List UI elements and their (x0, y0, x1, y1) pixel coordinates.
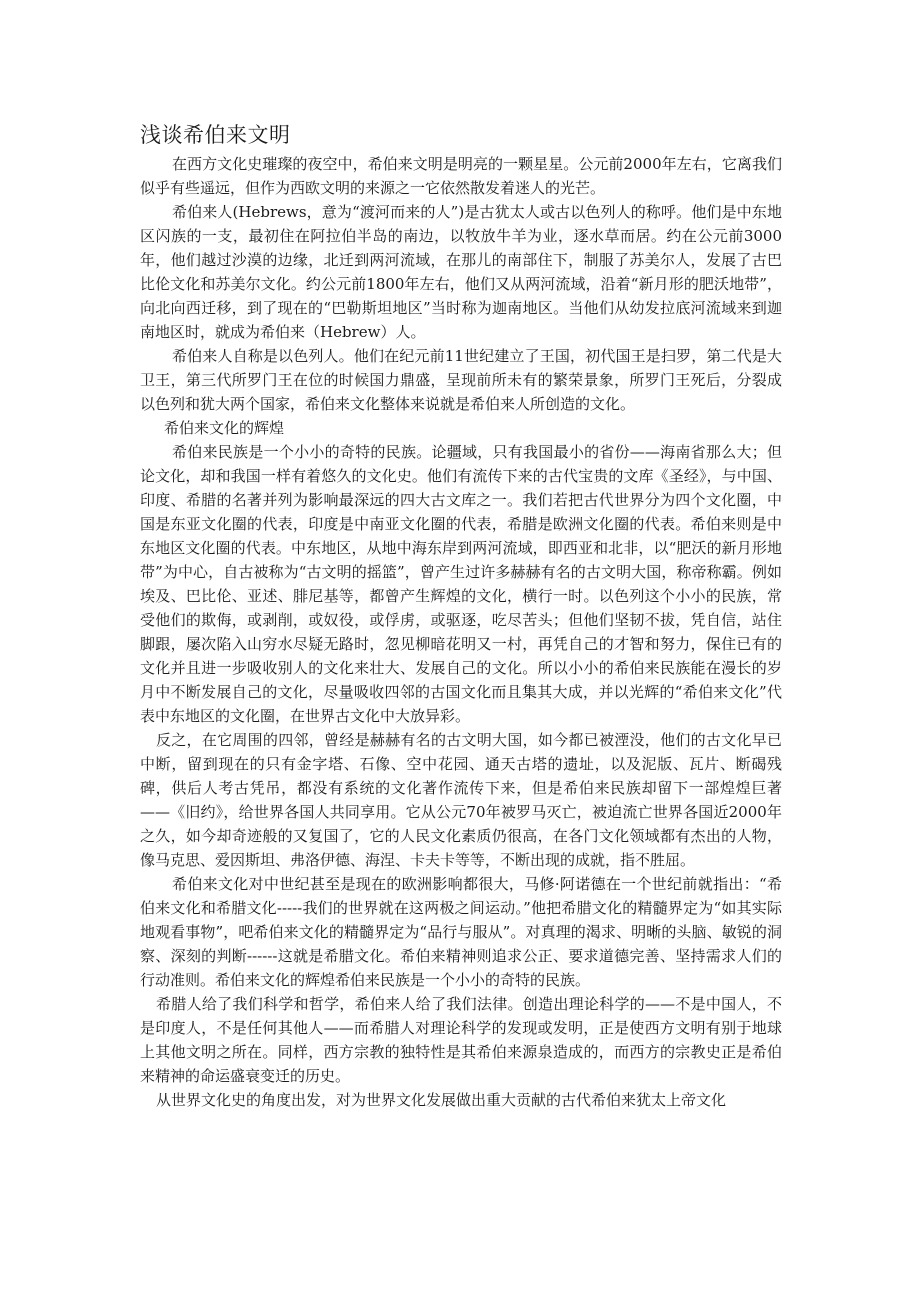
paragraph-greeks: 希腊人给了我们科学和哲学，希伯来人给了我们法律。创造出理论科学的——不是中国人，不是印度人，不是任何其他人——而希腊人对理论科学的发现或发明，正是使西方文明有别于地球上其他文明之所在。同样，西方宗教的独特性是其希伯来源泉造成的，而西方的宗教史正是希伯来精神的命运盛衰变迁的历史。 (140, 995, 782, 1085)
paragraph-influence: 希伯来文化对中世纪甚至是现在的欧洲影响都很大，马修·阿诺德在一个世纪前就指出：“希伯来文化和希腊文化-----我们的世界就在这两极之间运动。”他把希腊文化的精髓界定为“如其实际地观看事物”，吧希伯来文化的精髓界定为“品行与服从”。对真理的渴求、明晰的头脑、敏锐的洞察、深刻的判断------这就是希腊文化。希伯来精神则追求公正、要求道德完善、坚持需求人们的行动准则。希伯来文化的辉煌希伯来民族是一个小小的奇特的民族。 (140, 875, 782, 989)
paragraph-worldview: 从世界文化史的角度出发，对为世界文化发展做出重大贡献的古代希伯来犹太上帝文化 (156, 1091, 727, 1109)
paragraph-kingdom: 希伯来人自称是以色列人。他们在纪元前11世纪建立了王国，初代国王是扫罗，第二代是大卫王，第三代所罗门王在位的时候国力鼎盛，呈现前所未有的繁荣景象，所罗门王死后，分裂成以色列和犹大两个国家，希伯来文化整体来说就是希伯来人所创造的文化。 (140, 347, 782, 413)
section-heading: 希伯来文化的辉煌 (164, 419, 285, 437)
paragraph-neighbors: 反之，在它周围的四邻，曾经是赫赫有名的古文明大国，如今都已被湮没，他们的古文化早已中断，留到现在的只有金字塔、石像、空中花园、通天古塔的遗址，以及泥版、瓦片、断碣残碑，供后人考古凭吊，都没有系统的文化著作流传下来，但是希伯来民族却留下一部煌煌巨著——《旧约》，给世界各国人共同享用。它从公元70年被罗马灭亡，被迫流亡世界各国近2000年之久，如今却奇迹般的又复国了，它的人民文化素质仍很高，在各门文化领域都有杰出的人物，像马克思、爱因斯坦、弗洛伊德、海涅、卡夫卡等等，不断出现的成就，指不胜屈。 (140, 731, 782, 869)
paragraph-culture: 希伯来民族是一个小小的奇特的民族。论疆域，只有我国最小的省份——海南省那么大；但论文化，却和我国一样有着悠久的文化史。他们有流传下来的古代宝贵的文库《圣经》，与中国、印度、希腊的名著并列为影响最深远的四大古文库之一。我们若把古代世界分为四个文化圈，中国是东亚文化圈的代表，印度是中南亚文化圈的代表，希腊是欧洲文化圈的代表。希伯来则是中东地区文化圈的代表。中东地区，从地中海东岸到两河流域，即西亚和北非，以“肥沃的新月形地带”为中心，自古被称为“古文明的摇篮”，曾产生过许多赫赫有名的古文明大国，称帝称霸。例如埃及、巴比伦、亚述、腓尼基等，都曾产生辉煌的文化，横行一时。以色列这个小小的民族，常受他们的欺侮，或剥削，或奴役，或俘虏，或驱逐，吃尽苦头；但他们坚韧不拔，凭自信，站住脚跟，屡次陷入山穷水尽疑无路时，忽见柳暗花明又一村，再凭自己的才智和努力，保住已有的文化并且进一步吸收别人的文化来壮大、发展自己的文化。所以小小的希伯来民族能在漫长的岁月中不断发展自己的文化，尽量吸收四邻的古国文化而且集其大成，并以光辉的“希伯来文化”代表中东地区的文化圈，在世界古文化中大放异彩。 (140, 443, 782, 725)
document-title: 浅谈希伯来文明 (140, 123, 291, 147)
paragraph-intro: 在西方文化史璀璨的夜空中，希伯来文明是明亮的一颗星星。公元前2000年左右，它离我们似乎有些遥远，但作为西欧文明的来源之一它依然散发着迷人的光芒。 (140, 155, 782, 197)
paragraph-origin: 希伯来人(Hebrews，意为“渡河而来的人”)是古犹太人或古以色列人的称呼。他们是中东地区闪族的一支，最初住在阿拉伯半岛的南边，以牧放牛羊为业，逐水草而居。约在公元前3000年，他们越过沙漠的边缘，北迁到两河流域，在那儿的南部住下，制服了苏美尔人，发展了古巴比伦文化和苏美尔文化。约公元前1800年左右，他们又从两河流域，沿着“新月形的肥沃地带”，向北向西迁移，到了现在的“巴勒斯坦地区”当时称为迦南地区。当他们从幼发拉底河流域来到迦南地区时，就成为希伯来（Hebrew）人。 (140, 203, 782, 341)
document-body (140, 120, 782, 1112)
